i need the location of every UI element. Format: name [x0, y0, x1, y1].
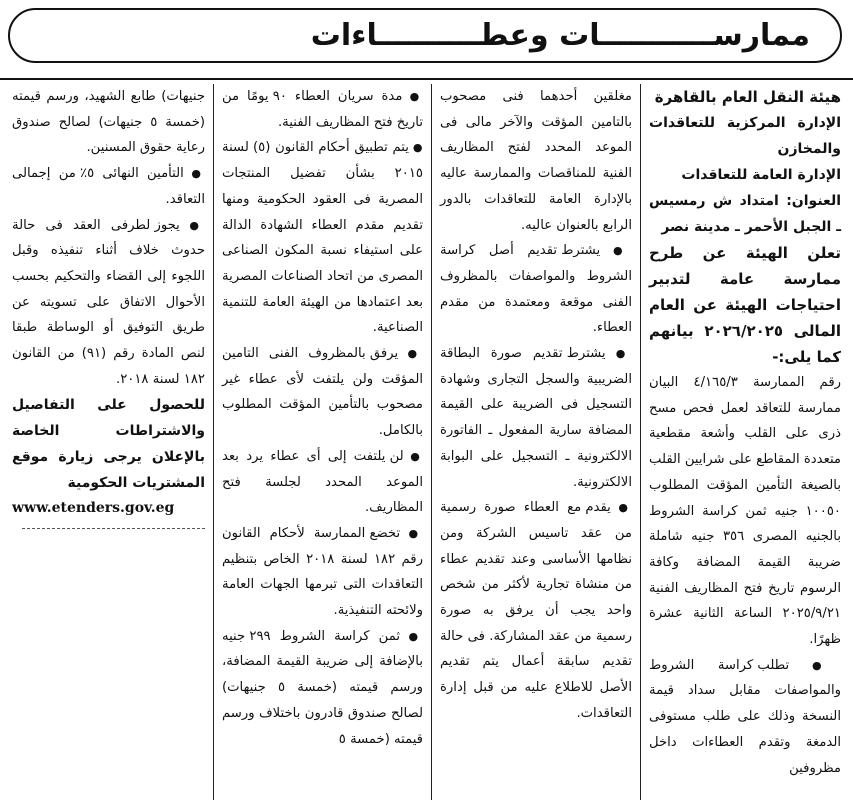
end-rule	[22, 528, 205, 529]
section-banner	[8, 8, 842, 63]
bullet-tax-card: ● يشترط تقديم صورة البطاقة الضريبية والسجل التجارى وشهادة التسجيل فى الضريبة على القيمة المضافة سارية المفعول ـ الفاتورة الالكترونية ـ التسجيل على البوابة الالكترونية.	[440, 341, 632, 495]
website-link[interactable]: www.etenders.gov.eg	[12, 500, 175, 517]
dept-central: الإدارة المركزية للتعاقدات والمخازن	[649, 115, 841, 157]
bullet-original-booklet: ● يشترط تقديم أصل كراسة الشروط والمواصفات بالمظروف الفنى موقعة ومعتمدة من مقدم العطاء.	[440, 238, 632, 341]
paragraph-details-info: للحصول على التفاصيل والاشتراطات الخاصة بالإعلان يرجى زيارة موقع المشتريات الحكومية	[12, 397, 205, 492]
bullet-law-182: ● تخضع الممارسة لأحكام القانون رقم ١٨٢ لسنة ٢٠١٨ الخاص بتنظيم التعاقدات التى تبرمها الجهات العامة ولائحته التنفيذية.	[222, 521, 423, 624]
org-name: هيئة النقل العام بالقاهرة	[654, 88, 841, 106]
bullet-insurance: ● يرفق بالمظروف الفنى التامين المؤقت ولن يلتفت لأى عطاء غير مصحوب بالتأمين المؤقت المطلوب بالكامل.	[222, 341, 423, 444]
header-rule	[0, 78, 853, 80]
banner-title: ممارســـــــــــات وعطــــــــــاءات	[310, 18, 810, 53]
bullet-final-insurance: ● التأمين النهائى ٥٪ من إجمالى التعاقد.	[12, 161, 205, 212]
bullet-company-contract: ● يقدم مع العطاء صورة رسمية من عقد تاسيس الشركة ومن نظامها الأساسى وعند تقديم عطاء من منشاة تجارية لأكثر من شخص واحد يجب أن يرفق به صورة رسمية من عقد المشاركة. فى حالة تقديم سابقة أعمال يتم تقديم الأصل للاطلاع عليه من قبل إدارة التعاقدات.	[440, 495, 632, 726]
paragraph-envelopes: مغلقين أحدهما فنى مصحوب بالتامين المؤقت والآخر مالى فى الموعد المحدد لفتح المظاريف الفنية للمناقصات والممارسة عاليه بالإدارة العامة للتعاقدات بالدور الرابع بالعنوان عاليه.	[440, 89, 632, 233]
bullet-late-bids: ● لن يلتفت إلى أى عطاء يرد بعد الموعد المحدد لجلسة فتح المظاريف.	[222, 444, 423, 521]
article-columns	[4, 84, 849, 800]
column-4	[4, 84, 213, 800]
paragraph-fees: جنيهات) طابع الشهيد، ورسم قيمته (خمسة ٥ جنيهات) لصالح صندوق رعاية حقوق المسنين.	[12, 89, 206, 156]
bullet-booklet-price: ● ثمن كراسة الشروط ٢٩٩ جنيه بالإضافة إلى ضريبة القيمة المضافة، ورسم قيمته (خمسة ٥ جنيهات) لصالح صندوق قادرون باختلاف ورسم قيمته (خمسة ٥	[222, 624, 423, 753]
tender-details: رقم الممارسة ٤/١٦٥/٣ البيان ممارسة للتعاقد لعمل فحص مسح ذرى على القلب وأشعة مقطعية متعددة المقاطع على شرايين القلب بالصيغة التأمين المؤقت المطلوب ١٠٠٥٠ جنيه ثمن كراسة الشروط بالجنيه المصرى ٣٥٦ جنيه شاملة ضريبة القيمة المضافة وكافة الرسوم تاريخ فتح المظاريف الفنية ٢٠٢٥/٩/٢١ الساعة الثانية عشرة ظهرًا.	[649, 375, 841, 648]
column-3	[213, 84, 431, 800]
dept-general: الإدارة العامة للتعاقدات	[681, 167, 841, 183]
address: العنوان: امتداد ش رمسيس ـ الجبل الأحمر ـ مدينة نصر	[649, 193, 841, 235]
bullet-law-5: ● يتم تطبيق أحكام القانون (٥) لسنة ٢٠١٥ بشأن تفضيل المنتجات المصرية فى العقود الحكومية ومنها تقديم مقدم العطاء الشهادة الدالة على استيفاء نسبة المكون الصناعى المصرى من اتحاد الصناعات المصرية بعد اعتمادها من الهيئة العامة للتنمية الصناعية.	[222, 135, 423, 341]
bullet-request: ● تطلب كراسة الشروط والمواصفات مقابل سداد قيمة النسخة وذلك على طلب مستوفى الدمغة وتقدم العطاءات داخل مظروفين	[649, 653, 841, 782]
column-1	[641, 84, 849, 800]
bullet-validity: ● مدة سريان العطاء ٩٠ يومًا من تاريخ فتح المظاريف الفنية.	[222, 84, 423, 135]
column-2	[431, 84, 641, 800]
bullet-dispute: ● يجوز لطرفى العقد فى حالة حدوث خلاف أثناء تنفيذه وقبل اللجوء إلى القضاء والتحكيم بحسب الأحوال الاتفاق على تسويته عن طريق التوفيق أو الوساطة طبقا لنص المادة رقم (٩١) من القانون ١٨٢ لسنة ٢٠١٨.	[12, 213, 205, 393]
announcement: تعلن الهيئة عن طرح ممارسة عامة لتدبير احتياجات الهيئة عن العام المالى ٢٠٢٦/٢٠٢٥ بيانهم كما يلى:-	[649, 244, 841, 366]
